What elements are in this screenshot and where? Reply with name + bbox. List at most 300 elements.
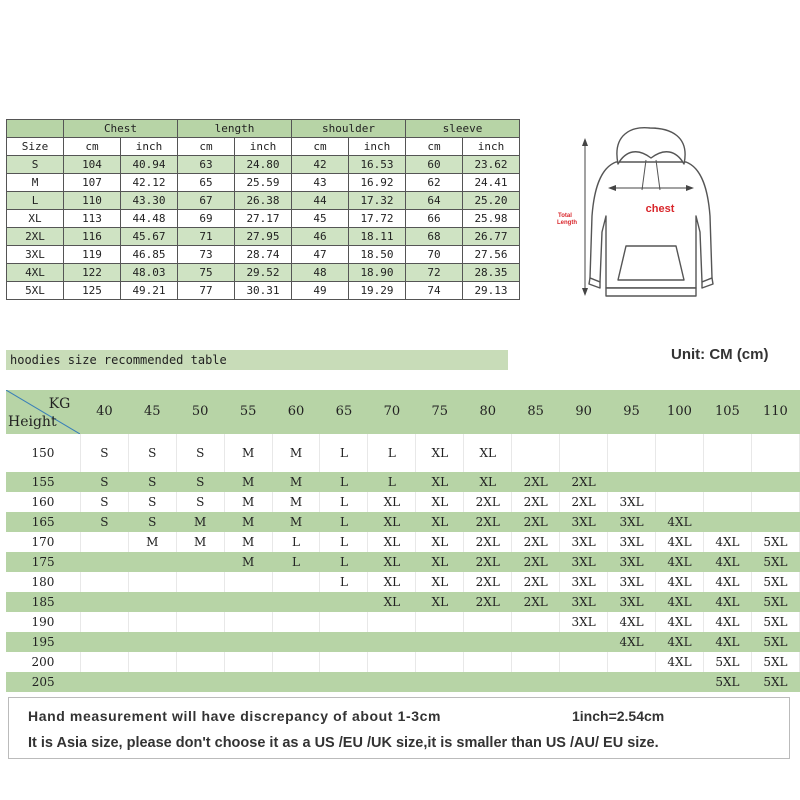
size-recommendation-cell: L — [272, 552, 320, 572]
measure-value: 18.90 — [349, 264, 406, 282]
size-recommendation-cell: L — [272, 532, 320, 552]
size-recommendation-cell: 4XL — [608, 632, 656, 652]
height-cell: 200 — [6, 652, 80, 672]
measure-value: 44 — [292, 192, 349, 210]
size-recommendation-cell: 2XL — [464, 532, 512, 552]
size-recommendation-cell: XL — [368, 552, 416, 572]
size-recommendation-cell: L — [320, 552, 368, 572]
size-recommendation-cell — [608, 672, 656, 692]
kg-header-cell: 80 — [464, 390, 512, 434]
size-recommendation-cell: 4XL — [703, 592, 751, 612]
measure-value: 46 — [292, 228, 349, 246]
kg-header-cell: 95 — [608, 390, 656, 434]
measure-value: 63 — [178, 156, 235, 174]
measure-value: 62 — [406, 174, 463, 192]
size-recommendation-cell: M — [224, 532, 272, 552]
measure-value: 113 — [64, 210, 121, 228]
size-recommendation-cell — [512, 652, 560, 672]
size-recommendation-cell: XL — [416, 512, 464, 532]
size-recommendation-cell — [128, 652, 176, 672]
size-recommendation-cell — [416, 652, 464, 672]
size-recommendation-cell — [128, 572, 176, 592]
kg-header-cell: 50 — [176, 390, 224, 434]
height-label: Height — [8, 414, 57, 430]
measure-value: 42.12 — [121, 174, 178, 192]
size-recommendation-cell: M — [272, 434, 320, 472]
measure-value: 64 — [406, 192, 463, 210]
measure-value: 47 — [292, 246, 349, 264]
size-recommendation-cell — [703, 492, 751, 512]
size-recommendation-cell — [272, 612, 320, 632]
size-recommendation-cell: XL — [368, 572, 416, 592]
measure-value: 27.56 — [463, 246, 520, 264]
size-recommendation-cell: L — [320, 492, 368, 512]
measure-value: 69 — [178, 210, 235, 228]
size-recommendation-cell — [176, 632, 224, 652]
size-recommendation-cell — [368, 612, 416, 632]
size-recommendation-cell — [320, 612, 368, 632]
chest-label: chest — [645, 203, 675, 215]
size-recommendation-cell: 2XL — [464, 572, 512, 592]
size-recommendation-cell: XL — [416, 532, 464, 552]
height-row — [6, 472, 800, 492]
header-chest: Chest — [64, 120, 178, 138]
size-recommendation-cell — [80, 632, 128, 652]
height-cell: 165 — [6, 512, 80, 532]
measure-value: 70 — [406, 246, 463, 264]
size-recommendation-cell — [128, 552, 176, 572]
size-recommendation-cell: L — [368, 472, 416, 492]
size-recommendation-cell — [272, 672, 320, 692]
measure-value: 122 — [64, 264, 121, 282]
size-recommendation-cell: 3XL — [560, 532, 608, 552]
size-recommendation-cell — [80, 612, 128, 632]
size-recommendation-cell: 3XL — [608, 492, 656, 512]
size-recommendation-cell — [224, 592, 272, 612]
measure-value: 43 — [292, 174, 349, 192]
hoodie-illustration — [552, 120, 732, 305]
measure-value: 75 — [178, 264, 235, 282]
measure-value: 67 — [178, 192, 235, 210]
size-recommendation-cell — [80, 652, 128, 672]
size-recommendation-cell — [224, 672, 272, 692]
corner-header-cell — [6, 390, 80, 434]
size-recommendation-cell — [272, 592, 320, 612]
unit-cm: cm — [292, 138, 349, 156]
size-recommendation-cell: S — [176, 434, 224, 472]
size-recommendation-cell — [320, 652, 368, 672]
size-recommendation-cell — [512, 434, 560, 472]
size-recommendation-cell: S — [176, 472, 224, 492]
size-recommendation-cell — [224, 652, 272, 672]
size-recommendation-cell: 2XL — [560, 472, 608, 492]
size-recommendation-cell: 3XL — [608, 592, 656, 612]
measure-value: 42 — [292, 156, 349, 174]
size-recommendation-cell: S — [80, 512, 128, 532]
size-recommendation-cell: M — [176, 532, 224, 552]
size-recommendation-cell: 3XL — [608, 552, 656, 572]
size-recommendation-cell: 2XL — [464, 552, 512, 572]
size-recommendation-cell: 4XL — [608, 612, 656, 632]
height-cell: 175 — [6, 552, 80, 572]
size-recommendation-cell: M — [272, 492, 320, 512]
size-recommendation-cell — [751, 472, 799, 492]
size-recommendation-cell: XL — [368, 592, 416, 612]
kg-header-cell: 70 — [368, 390, 416, 434]
height-cell: 180 — [6, 572, 80, 592]
size-recommendation-cell — [80, 572, 128, 592]
size-recommendation-cell — [80, 672, 128, 692]
measure-value: 60 — [406, 156, 463, 174]
size-recommendation-cell: XL — [416, 492, 464, 512]
size-recommendation-cell: 5XL — [751, 572, 799, 592]
measure-value: 44.48 — [121, 210, 178, 228]
measure-value: 72 — [406, 264, 463, 282]
kg-header-cell: 85 — [512, 390, 560, 434]
size-recommendation-cell: XL — [464, 434, 512, 472]
size-recommendation-cell — [608, 434, 656, 472]
size-recommendation-cell — [560, 434, 608, 472]
kg-header-cell: 75 — [416, 390, 464, 434]
measure-value: 66 — [406, 210, 463, 228]
size-recommendation-cell — [656, 492, 704, 512]
kg-label: KG — [48, 396, 71, 412]
unit-label: Unit: CM (cm) — [671, 346, 769, 363]
measure-value: 25.98 — [463, 210, 520, 228]
size-recommendation-cell — [224, 612, 272, 632]
size-recommendation-cell: 2XL — [512, 592, 560, 612]
size-cell: S — [7, 156, 64, 174]
size-recommendation-cell — [128, 592, 176, 612]
size-recommendation-cell: L — [320, 472, 368, 492]
size-recommendation-cell: L — [320, 572, 368, 592]
size-recommendation-cell — [512, 672, 560, 692]
size-recommendation-cell: L — [320, 434, 368, 472]
size-recommendation-cell — [751, 512, 799, 532]
measure-value: 68 — [406, 228, 463, 246]
unit-cm: cm — [64, 138, 121, 156]
size-recommendation-cell: 5XL — [703, 652, 751, 672]
measure-value: 18.50 — [349, 246, 406, 264]
kg-header-cell: 40 — [80, 390, 128, 434]
size-recommendation-cell — [416, 672, 464, 692]
size-cell: 5XL — [7, 282, 64, 300]
measure-value: 71 — [178, 228, 235, 246]
measure-value: 45 — [292, 210, 349, 228]
length-arrow — [582, 138, 588, 296]
height-cell: 195 — [6, 632, 80, 652]
measure-value: 49.21 — [121, 282, 178, 300]
size-recommendation-cell — [368, 652, 416, 672]
size-cell: L — [7, 192, 64, 210]
height-cell: 150 — [6, 434, 80, 472]
size-recommendation-cell: 4XL — [703, 612, 751, 632]
size-recommendation-cell: M — [224, 434, 272, 472]
measure-value: 19.29 — [349, 282, 406, 300]
header-length: length — [178, 120, 292, 138]
size-recommendation-cell — [464, 632, 512, 652]
size-recommendation-cell: 4XL — [656, 632, 704, 652]
measure-value: 26.38 — [235, 192, 292, 210]
size-recommendation-cell — [176, 612, 224, 632]
size-recommendation-cell: 3XL — [608, 512, 656, 532]
size-recommendation-cell — [751, 492, 799, 512]
size-recommendation-cell: XL — [416, 434, 464, 472]
size-recommendation-cell: 2XL — [512, 512, 560, 532]
height-cell: 155 — [6, 472, 80, 492]
size-recommendation-cell — [560, 632, 608, 652]
size-recommendation-cell: S — [176, 492, 224, 512]
measure-value: 45.67 — [121, 228, 178, 246]
measure-unit-header-row — [7, 138, 520, 156]
size-recommendation-cell — [464, 652, 512, 672]
size-recommendation-cell — [128, 672, 176, 692]
size-cell: 2XL — [7, 228, 64, 246]
header-sleeve: sleeve — [406, 120, 520, 138]
size-recommendation-cell: M — [224, 512, 272, 532]
size-recommendation-cell — [176, 652, 224, 672]
kg-header-cell: 60 — [272, 390, 320, 434]
unit-cm: cm — [406, 138, 463, 156]
size-header: Size — [7, 138, 64, 156]
size-recommendation-cell: 4XL — [703, 632, 751, 652]
measure-row — [7, 282, 520, 300]
measure-value: 24.41 — [463, 174, 520, 192]
kg-header-cell: 65 — [320, 390, 368, 434]
size-recommendation-cell: 3XL — [560, 572, 608, 592]
measure-value: 48.03 — [121, 264, 178, 282]
measure-value: 49 — [292, 282, 349, 300]
recommended-size-table — [6, 390, 800, 692]
height-row — [6, 512, 800, 532]
measure-group-header-row — [7, 120, 520, 138]
measure-value: 29.13 — [463, 282, 520, 300]
size-recommendation-cell — [703, 512, 751, 532]
size-recommendation-cell — [608, 472, 656, 492]
measure-value: 110 — [64, 192, 121, 210]
size-recommendation-cell: S — [80, 434, 128, 472]
measure-value: 16.53 — [349, 156, 406, 174]
size-recommendation-cell: XL — [368, 532, 416, 552]
kg-header-cell: 100 — [656, 390, 704, 434]
measure-value: 25.59 — [235, 174, 292, 192]
size-recommendation-cell: 4XL — [656, 592, 704, 612]
size-recommendation-cell: 4XL — [656, 652, 704, 672]
height-cell: 190 — [6, 612, 80, 632]
height-row — [6, 532, 800, 552]
size-recommendation-cell: M — [272, 512, 320, 532]
size-recommendation-cell: 5XL — [751, 552, 799, 572]
note-asia-size: It is Asia size, please don't choose it as a US /EU /UK size,it is smaller than US /AU/ EU size. — [28, 735, 659, 751]
size-recommendation-cell: 3XL — [560, 612, 608, 632]
size-recommendation-cell — [464, 672, 512, 692]
measure-value: 29.52 — [235, 264, 292, 282]
measure-value: 43.30 — [121, 192, 178, 210]
size-recommendation-cell: 2XL — [464, 592, 512, 612]
size-recommendation-cell: 2XL — [512, 472, 560, 492]
measure-value: 28.35 — [463, 264, 520, 282]
height-row — [6, 592, 800, 612]
size-recommendation-cell — [320, 632, 368, 652]
size-recommendation-cell: 4XL — [703, 572, 751, 592]
measure-value: 17.32 — [349, 192, 406, 210]
measure-value: 40.94 — [121, 156, 178, 174]
size-cell: XL — [7, 210, 64, 228]
size-recommendation-cell — [703, 472, 751, 492]
size-recommendation-cell: XL — [416, 552, 464, 572]
size-recommendation-cell: S — [128, 512, 176, 532]
size-recommendation-cell: 3XL — [608, 532, 656, 552]
measure-value: 17.72 — [349, 210, 406, 228]
size-recommendation-cell: 5XL — [751, 592, 799, 612]
height-row — [6, 612, 800, 632]
unit-cm: cm — [178, 138, 235, 156]
kg-header-cell: 110 — [751, 390, 799, 434]
size-cell: 4XL — [7, 264, 64, 282]
note-conversion: 1inch=2.54cm — [572, 708, 665, 724]
size-recommendation-cell: 3XL — [608, 572, 656, 592]
size-recommendation-cell — [703, 434, 751, 472]
size-recommendation-cell: M — [272, 472, 320, 492]
size-recommendation-cell — [176, 592, 224, 612]
size-recommendation-cell — [464, 612, 512, 632]
size-recommendation-cell — [512, 632, 560, 652]
recommended-table-title: hoodies size recommended table — [6, 350, 508, 370]
size-recommendation-cell: 3XL — [560, 552, 608, 572]
size-recommendation-cell: 5XL — [751, 632, 799, 652]
size-recommendation-cell: S — [128, 492, 176, 512]
height-row — [6, 652, 800, 672]
kg-header-cell: 45 — [128, 390, 176, 434]
measure-value: 104 — [64, 156, 121, 174]
size-recommendation-cell — [656, 472, 704, 492]
size-recommendation-cell — [176, 552, 224, 572]
size-recommendation-cell — [176, 672, 224, 692]
size-recommendation-cell: 4XL — [656, 572, 704, 592]
measure-value: 74 — [406, 282, 463, 300]
size-recommendation-cell — [560, 672, 608, 692]
unit-inch: inch — [121, 138, 178, 156]
measure-row — [7, 174, 520, 192]
size-recommendation-cell — [272, 652, 320, 672]
size-recommendation-cell: 2XL — [512, 572, 560, 592]
measure-value: 28.74 — [235, 246, 292, 264]
measure-row — [7, 156, 520, 174]
size-recommendation-cell — [368, 672, 416, 692]
size-recommendation-cell: L — [320, 532, 368, 552]
size-recommendation-cell: 4XL — [656, 552, 704, 572]
height-row — [6, 552, 800, 572]
size-recommendation-cell: 3XL — [560, 512, 608, 532]
size-recommendation-cell: XL — [416, 472, 464, 492]
size-recommendation-cell — [224, 632, 272, 652]
size-recommendation-cell: 4XL — [703, 552, 751, 572]
measure-value: 73 — [178, 246, 235, 264]
size-recommendation-cell — [128, 632, 176, 652]
size-recommendation-cell — [416, 612, 464, 632]
size-recommendation-cell: S — [80, 492, 128, 512]
size-recommendation-cell: M — [128, 532, 176, 552]
size-recommendation-cell: M — [224, 552, 272, 572]
measure-value: 77 — [178, 282, 235, 300]
measure-value: 116 — [64, 228, 121, 246]
note-discrepancy: Hand measurement will have discrepancy of about 1-3cm — [28, 708, 442, 724]
measure-value: 27.17 — [235, 210, 292, 228]
size-recommendation-cell — [656, 672, 704, 692]
measure-row — [7, 192, 520, 210]
size-recommendation-cell: 5XL — [751, 612, 799, 632]
size-recommendation-cell — [80, 552, 128, 572]
measure-value: 23.62 — [463, 156, 520, 174]
height-row — [6, 632, 800, 652]
measurement-table — [6, 119, 520, 300]
measure-value: 27.95 — [235, 228, 292, 246]
size-recommendation-cell: S — [80, 472, 128, 492]
size-recommendation-cell: XL — [368, 492, 416, 512]
measure-value: 16.92 — [349, 174, 406, 192]
height-cell: 170 — [6, 532, 80, 552]
measure-value: 48 — [292, 264, 349, 282]
length-label-2: Length — [557, 220, 577, 226]
size-recommendation-cell: XL — [416, 572, 464, 592]
size-recommendation-cell: M — [224, 492, 272, 512]
size-recommendation-cell: 4XL — [656, 512, 704, 532]
measure-value: 119 — [64, 246, 121, 264]
size-cell: 3XL — [7, 246, 64, 264]
size-recommendation-cell: 5XL — [751, 532, 799, 552]
kg-header-cell: 55 — [224, 390, 272, 434]
size-recommendation-cell: 2XL — [512, 552, 560, 572]
measure-value: 125 — [64, 282, 121, 300]
size-recommendation-cell — [320, 592, 368, 612]
size-recommendation-cell: 4XL — [656, 532, 704, 552]
measure-row — [7, 228, 520, 246]
measure-value: 25.20 — [463, 192, 520, 210]
height-cell: 205 — [6, 672, 80, 692]
size-recommendation-cell: 3XL — [560, 592, 608, 612]
measure-corner-cell — [7, 120, 64, 138]
size-recommendation-cell — [560, 652, 608, 672]
unit-inch: inch — [349, 138, 406, 156]
size-recommendation-cell: 4XL — [703, 532, 751, 552]
size-recommendation-cell — [512, 612, 560, 632]
size-recommendation-cell: M — [176, 512, 224, 532]
size-recommendation-cell — [224, 572, 272, 592]
size-recommendation-cell: XL — [368, 512, 416, 532]
size-recommendation-cell — [320, 672, 368, 692]
size-recommendation-cell: 2XL — [464, 512, 512, 532]
height-row — [6, 572, 800, 592]
size-recommendation-cell — [656, 434, 704, 472]
size-recommendation-cell: 2XL — [512, 492, 560, 512]
length-label-1: Total — [558, 213, 572, 219]
kg-header-cell: 90 — [560, 390, 608, 434]
size-recommendation-cell: 5XL — [703, 672, 751, 692]
measure-value: 65 — [178, 174, 235, 192]
size-recommendation-cell: 5XL — [751, 672, 799, 692]
measure-row — [7, 264, 520, 282]
kg-header-row — [6, 390, 800, 434]
size-recommendation-cell: 2XL — [560, 492, 608, 512]
size-recommendation-cell: L — [368, 434, 416, 472]
size-recommendation-cell: L — [320, 512, 368, 532]
measure-row — [7, 246, 520, 264]
size-recommendation-cell — [368, 632, 416, 652]
height-row — [6, 672, 800, 692]
size-recommendation-cell — [80, 592, 128, 612]
size-recommendation-cell — [751, 434, 799, 472]
measure-value: 107 — [64, 174, 121, 192]
